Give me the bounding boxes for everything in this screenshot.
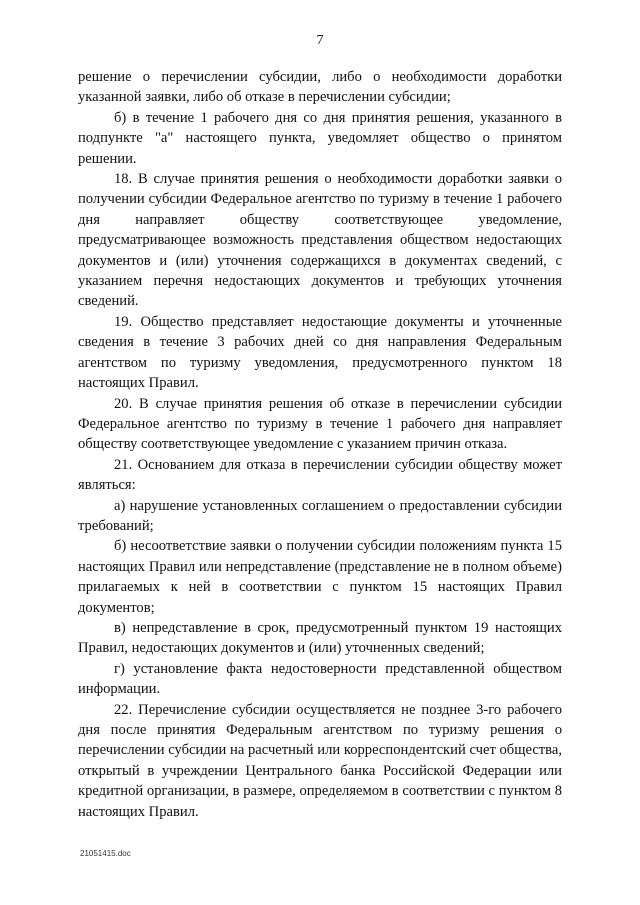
paragraph-21b: б) несоответствие заявки о получении субсидии положениям пункта 15 настоящих Правил или непредставление (представление не в полном объеме) прилагаемых к ней в соответствии с пунктом 15 настоящих Правил документов;	[78, 538, 562, 616]
footer-document-code: 21051415.doc	[80, 849, 131, 858]
paragraph-20: 20. В случае принятия решения об отказе в перечислении субсидии Федеральное агентство по туризму в течение 1 рабочего дня направляет обществу соответствующее уведомление с указанием причин отказа.	[78, 395, 562, 453]
document-body	[78, 67, 562, 822]
paragraph-17b: б) в течение 1 рабочего дня со дня принятия решения, указанного в подпункте "а" настоящего пункта, уведомляет общество о принятом решении.	[78, 109, 562, 167]
paragraph-21c: в) непредставление в срок, предусмотренный пунктом 19 настоящих Правил, недостающих документов и (или) уточненных сведений;	[78, 619, 562, 657]
page-number: 7	[316, 33, 324, 48]
paragraph-19: 19. Общество представляет недостающие документы и уточненные сведения в течение 3 рабочих дней со дня направления Федеральным агентством по туризму уведомления, предусмотренного пунктом 18 настоящих Правил.	[78, 313, 562, 392]
paragraph-21: 21. Основанием для отказа в перечислении субсидии обществу может являться:	[78, 456, 562, 494]
paragraph-continuation: решение о перечислении субсидии, либо о необходимости доработки указанной заявки, либо об отказе в перечислении субсидии;	[78, 69, 562, 106]
paragraph-18: 18. В случае принятия решения о необходимости доработки заявки о получении субсидии Федеральное агентство по туризму в течение 1 рабочего дня направляет обществу соответствующее уведомление, предусматривающее возможность представления обществом недостающих документов и (или) уточнения содержащихся в документах сведений, с указанием перечня недостающих документов и требующих уточнения сведений.	[78, 171, 562, 310]
paragraph-21a: а) нарушение установленных соглашением о предоставлении субсидии требований;	[78, 497, 562, 534]
paragraph-21d: г) установление факта недостоверности представленной обществом информации.	[78, 660, 562, 698]
paragraph-22: 22. Перечисление субсидии осуществляется не позднее 3-го рабочего дня после принятия Федеральным агентством по туризму решения о перечислении субсидии на расчетный или корреспондентский счет общества, открытый в учреждении Центрального банка Российской Федерации или кредитной организации, в размере, определяемом в соответствии с пунктом 8 настоящих Правил.	[78, 701, 562, 820]
